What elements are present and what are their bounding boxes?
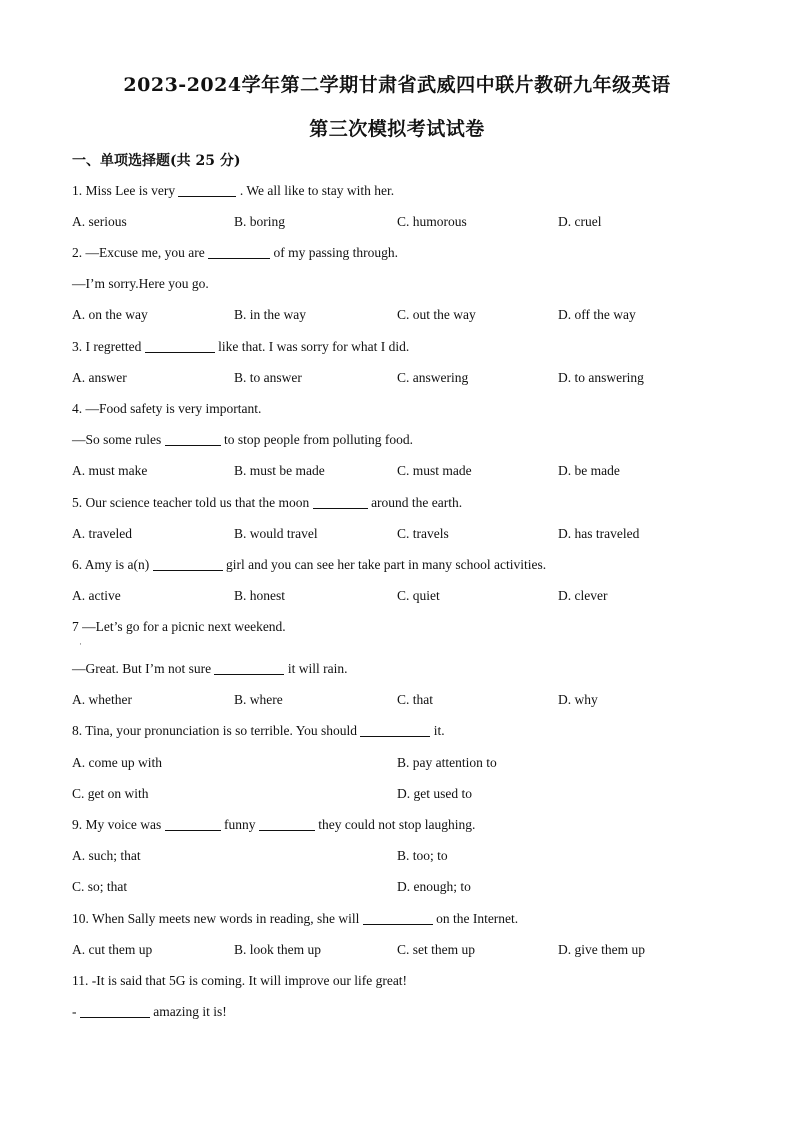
page-title-line-2: 第三次模拟考试试卷: [309, 118, 485, 140]
answer-blank: [214, 661, 284, 675]
question-4-option-c: C. must made: [397, 463, 472, 478]
question-5-option-c: C. travels: [397, 526, 449, 541]
answer-blank: [145, 339, 215, 353]
question-6-option-a: A. active: [72, 588, 121, 603]
question-2-reply: —I’m sorry.Here you go.: [72, 276, 209, 291]
question-3-option-b: B. to answer: [234, 370, 302, 385]
question-2-option-c: C. out the way: [397, 307, 476, 322]
question-6-option-b: B. honest: [234, 588, 286, 603]
question-8-option-a: A. come up with: [72, 755, 162, 770]
answer-blank: [259, 817, 315, 831]
section-heading: 一、单项选择题(共 25 分): [72, 153, 241, 169]
question-4-stem: 4. —Food safety is very important.: [72, 401, 262, 416]
question-9-option-b: B. too; to: [397, 848, 448, 863]
answer-blank: [313, 495, 368, 509]
answer-blank: [165, 817, 221, 831]
question-10-option-d: D. give them up: [558, 942, 645, 957]
question-5-option-d: D. has traveled: [558, 526, 640, 541]
question-1-option-b: B. boring: [234, 214, 286, 229]
question-8-option-b: B. pay attention to: [397, 755, 497, 770]
question-1-option-c: C. humorous: [397, 214, 467, 229]
question-6-option-d: D. clever: [558, 588, 608, 603]
question-3-option-d: D. to answering: [558, 370, 644, 385]
question-6-stem: 6. Amy is a(n) girl and you can see her take part in many school activities.: [72, 557, 547, 572]
question-8-option-d: D. get used to: [397, 786, 472, 801]
question-2-option-a: A. on the way: [72, 307, 148, 322]
answer-blank: [153, 557, 223, 571]
question-6-option-c: C. quiet: [397, 588, 440, 603]
question-3-option-c: C. answering: [397, 370, 469, 385]
question-1-stem: 1. Miss Lee is very . We all like to stay with her.: [72, 183, 395, 198]
question-3-option-a: A. answer: [72, 370, 127, 385]
answer-blank: [80, 1004, 150, 1018]
question-10-option-a: A. cut them up: [72, 942, 153, 957]
question-2-stem: 2. —Excuse me, you are of my passing through.: [72, 245, 398, 260]
question-4-option-b: B. must be made: [234, 463, 325, 478]
question-3-stem: 3. I regretted like that. I was sorry for what I did.: [72, 339, 410, 354]
question-4-option-d: D. be made: [558, 463, 620, 478]
question-5-stem: 5. Our science teacher told us that the moon around the earth.: [72, 495, 463, 510]
question-1-option-d: D. cruel: [558, 214, 602, 229]
question-9-stem: 9. My voice was funny they could not stop laughing.: [72, 817, 476, 832]
stray-mark: ·: [79, 639, 82, 649]
question-9-option-a: A. such; that: [72, 848, 141, 863]
answer-blank: [165, 432, 221, 446]
question-11-stem: 11. -It is said that 5G is coming. It will improve our life great!: [72, 973, 408, 988]
answer-blank: [360, 723, 430, 737]
question-2-option-d: D. off the way: [558, 307, 636, 322]
question-8-option-c: C. get on with: [72, 786, 149, 801]
question-7-option-a: A. whether: [72, 692, 132, 707]
question-5-option-a: A. traveled: [72, 526, 132, 541]
question-8-stem: 8. Tina, your pronunciation is so terrible. You should it.: [72, 723, 445, 738]
question-9-option-d: D. enough; to: [397, 879, 471, 894]
question-7-stem: 7 —Let’s go for a picnic next weekend.: [72, 619, 286, 634]
question-5-option-b: B. would travel: [234, 526, 318, 541]
question-2-option-b: B. in the way: [234, 307, 306, 322]
question-4-option-a: A. must make: [72, 463, 148, 478]
question-4-reply: —So some rules to stop people from polluting food.: [72, 432, 413, 447]
question-11-reply: - amazing it is!: [72, 1004, 227, 1019]
answer-blank: [178, 183, 236, 197]
question-7-option-d: D. why: [558, 692, 598, 707]
question-10-stem: 10. When Sally meets new words in reading, she will on the Internet.: [72, 911, 519, 926]
answer-blank: [363, 911, 433, 925]
question-9-option-c: C. so; that: [72, 879, 128, 894]
question-7-option-c: C. that: [397, 692, 433, 707]
answer-blank: [208, 245, 270, 259]
question-1-option-a: A. serious: [72, 214, 127, 229]
question-7-reply: —Great. But I’m not sure it will rain.: [72, 661, 348, 676]
question-10-option-b: B. look them up: [234, 942, 321, 957]
question-7-option-b: B. where: [234, 692, 283, 707]
question-10-option-c: C. set them up: [397, 942, 475, 957]
page-title-line-1: 2023-2024学年第二学期甘肃省武威四中联片教研九年级英语: [123, 74, 671, 96]
